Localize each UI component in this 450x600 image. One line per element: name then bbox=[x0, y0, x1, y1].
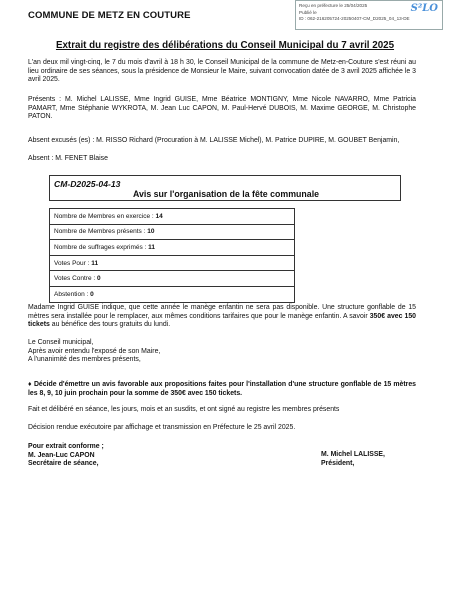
s2lo-logo: S²LO bbox=[410, 3, 438, 14]
vote-label: Abstention : bbox=[54, 290, 91, 298]
presents-paragraph: Présents : M. Michel LALISSE, Mme Ingrid GUISE, Mme Béatrice MONTIGNY, Mme Nicole NAVARRO, Mme Patricia PAMART, Mme Stéphanie WYKROTA, M. Jean Luc CAPON, M. Paul-Hervé DUBOIS, M. Maxime GEORGE, M. Christophe PATON. bbox=[28, 96, 416, 120]
vote-row bbox=[50, 240, 295, 256]
vote-value: 0 bbox=[97, 275, 101, 283]
vote-label: Votes Pour : bbox=[54, 259, 92, 267]
document-title: Extrait du registre des délibérations du Conseil Municipal du 7 avril 2025 bbox=[55, 40, 395, 51]
vote-cell bbox=[50, 255, 295, 271]
vote-value: 11 bbox=[148, 243, 156, 251]
stamp-received: Reçu en préfecture le 25/04/2025 bbox=[299, 3, 368, 8]
secretary-name: M. Jean-Luc CAPON bbox=[28, 451, 95, 459]
council-line-3: A l'unanimité des membres présents, bbox=[28, 356, 141, 363]
council-block bbox=[28, 339, 416, 365]
vote-row bbox=[50, 209, 295, 225]
president-role: Président, bbox=[321, 459, 355, 467]
vote-row bbox=[50, 271, 295, 287]
decision-text: Décide d'émettre un avis favorable aux propositions faites pour l'installation d'une structure gonflable de 15 mètres les 8, 9, 10 juin prochain pour la somme de 350€ avec 150 tickets. bbox=[28, 381, 417, 397]
president-name: M. Michel LALISSE, bbox=[321, 451, 385, 458]
deliberation-code: CM-D2025-04-13 bbox=[54, 179, 121, 189]
vote-label: Votes Contre : bbox=[54, 275, 97, 283]
vote-row bbox=[50, 224, 295, 240]
votes-table bbox=[49, 208, 295, 303]
pour-extrait: Pour extrait conforme ; bbox=[28, 443, 104, 450]
vote-cell bbox=[50, 209, 295, 225]
deliberation-subject: Avis sur l'organisation de la fête communale bbox=[132, 189, 320, 199]
secretary-role: Secrétaire de séance, bbox=[28, 460, 99, 467]
vote-cell bbox=[50, 286, 295, 302]
body-text: Madame Ingrid GUISE indique, que cette année le manège enfantin ne sera pas disponible. Une structure gonflable de 15 mètres sera installée pour le remplacer, aux mêmes conditions tarifaires que pour le manège enfantin. A savoir 350€ avec 150 tickets au bénéfice des tours gratuits du lundi. bbox=[28, 304, 417, 328]
fait-paragraph: Fait et délibéré en séance, les jours, mois et an susdits, et ont signé au registre les membres présents bbox=[28, 406, 340, 413]
secretary-block bbox=[28, 443, 104, 469]
vote-row bbox=[50, 286, 295, 302]
stamp-id: ID : 062-216205724-20250407-CM_D2025_04_13-DE bbox=[299, 16, 410, 22]
execution-paragraph: Décision rendue exécutoire par affichage et transmission en Préfecture le 25 avril 2025. bbox=[28, 424, 296, 431]
stamp-published: Publié le bbox=[299, 9, 317, 15]
vote-value: 11 bbox=[91, 259, 99, 267]
vote-label: Nombre de suffrages exprimés : bbox=[54, 243, 149, 251]
vote-cell bbox=[50, 224, 295, 240]
absent-line: Absent : M. FENET Blaise bbox=[28, 155, 108, 162]
vote-label: Nombre de Membres présents : bbox=[54, 228, 148, 236]
vote-value: 14 bbox=[155, 212, 163, 220]
council-line-1: Le Conseil municipal, bbox=[28, 339, 94, 346]
intro-paragraph: L'an deux mil vingt-cinq, le 7 du mois d'avril à 18 h 30, le Conseil Municipal de la commune de Metz-en-Couture s'est réuni au lieu ordinaire de ses séances, sous la présidence de Monsieur le Maire, suivant convocation datée de 3 avril 2025 affichée le 3 avril 2025. bbox=[28, 59, 416, 83]
diamond-bullet-icon: ♦ bbox=[28, 381, 34, 388]
prefecture-stamp bbox=[295, 0, 443, 30]
vote-cell bbox=[50, 271, 295, 287]
vote-value: 0 bbox=[90, 290, 94, 298]
decision-paragraph bbox=[28, 381, 416, 398]
deliberation-header bbox=[49, 175, 401, 201]
vote-value: 10 bbox=[147, 228, 155, 236]
vote-row bbox=[50, 255, 295, 271]
president-block bbox=[321, 451, 385, 468]
commune-name: COMMUNE DE METZ EN COUTURE bbox=[28, 10, 191, 21]
vote-cell bbox=[50, 240, 295, 256]
excuses-paragraph: Absent excusés (es) : M. RISSO Richard (Procuration à M. LALISSE Michel), M. Patrice DUPIRE, M. GOUBET Benjamin, bbox=[28, 137, 400, 144]
vote-label: Nombre de Membres en exercice : bbox=[54, 212, 156, 220]
council-line-2: Après avoir entendu l'exposé de son Maire, bbox=[28, 347, 161, 355]
body-paragraph bbox=[28, 304, 416, 330]
